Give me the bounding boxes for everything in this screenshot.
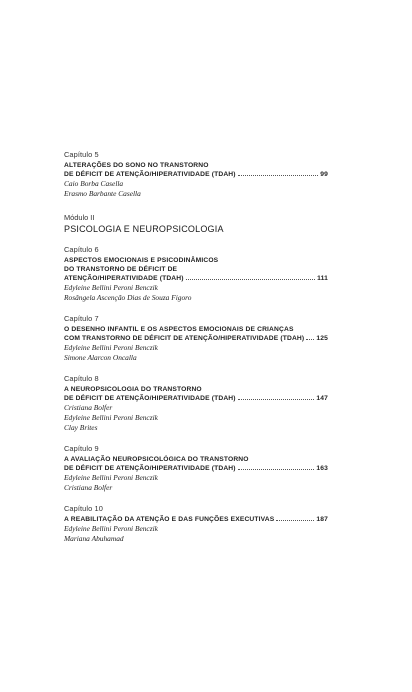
toc-entry[interactable] bbox=[64, 374, 328, 433]
toc-entry[interactable] bbox=[64, 314, 328, 363]
chapter-author: Edyleine Bellini Peroni Benczik bbox=[64, 473, 158, 482]
toc-entry[interactable] bbox=[64, 504, 328, 544]
dot-leader bbox=[186, 279, 315, 280]
toc-entry[interactable] bbox=[64, 150, 328, 199]
page-number: 99 bbox=[320, 171, 328, 178]
chapter-title-last-line bbox=[64, 515, 328, 524]
chapter-title-line: ASPECTOS EMOCIONAIS E PSICODINÂMICOS bbox=[64, 257, 219, 264]
chapter-author: Cristiana Bolfer bbox=[64, 403, 113, 412]
chapter-title-text: COM TRANSTORNO DE DÉFICIT DE ATENÇÃO/HIPERATIVIDADE (TDAH) bbox=[64, 335, 305, 342]
dot-leader bbox=[276, 520, 314, 521]
chapter-label: Capítulo 10 bbox=[64, 504, 103, 513]
page-number: 147 bbox=[316, 395, 328, 402]
chapter-author: Caio Borba Casella bbox=[64, 179, 124, 188]
chapter-author: Erasmo Barbante Casella bbox=[64, 189, 141, 198]
dot-leader bbox=[238, 469, 315, 470]
chapter-title-last-line bbox=[64, 334, 328, 343]
chapter-title-line: A AVALIAÇÃO NEUROPSICOLÓGICA DO TRANSTORNO bbox=[64, 456, 249, 463]
dot-leader bbox=[238, 175, 319, 176]
chapter-title-text: A REABILITAÇÃO DA ATENÇÃO E DAS FUNÇÕES EXECUTIVAS bbox=[64, 516, 275, 523]
toc-section-module-1 bbox=[64, 150, 328, 199]
dot-leader bbox=[238, 399, 315, 400]
chapter-title-text: DE DÉFICIT DE ATENÇÃO/HIPERATIVIDADE (TDAH) bbox=[64, 465, 236, 472]
chapter-author: Mariana Abuhamad bbox=[64, 534, 124, 543]
chapter-author: Cristiana Bolfer bbox=[64, 483, 113, 492]
chapter-title-line: A NEUROPSICOLOGIA DO TRANSTORNO bbox=[64, 386, 202, 393]
chapter-title-last-line bbox=[64, 274, 328, 283]
chapter-title-text: DE DÉFICIT DE ATENÇÃO/HIPERATIVIDADE (TDAH) bbox=[64, 395, 236, 402]
page-number: 187 bbox=[316, 516, 328, 523]
chapter-title-line: O DESENHO INFANTIL E OS ASPECTOS EMOCIONAIS DE CRIANÇAS bbox=[64, 326, 294, 333]
toc-entry[interactable] bbox=[64, 245, 328, 303]
chapter-author: Edyleine Bellini Peroni Benczik bbox=[64, 524, 158, 533]
module-title: PSICOLOGIA E NEUROPSICOLOGIA bbox=[64, 224, 224, 234]
chapter-label: Capítulo 7 bbox=[64, 314, 99, 323]
module-heading bbox=[64, 213, 328, 235]
chapter-title-last-line bbox=[64, 394, 328, 403]
toc-section-module-2 bbox=[64, 245, 328, 544]
chapter-author: Rosângela Ascenção Dias de Souza Figoro bbox=[64, 293, 192, 302]
chapter-author: Edyleine Bellini Peroni Benczik bbox=[64, 413, 158, 422]
dot-leader bbox=[306, 339, 314, 340]
page-number: 125 bbox=[316, 335, 328, 342]
module-label: Módulo II bbox=[64, 213, 95, 222]
chapter-author: Simone Alarcon Oncalla bbox=[64, 353, 137, 362]
chapter-title-line: ALTERAÇÕES DO SONO NO TRANSTORNO bbox=[64, 162, 209, 169]
chapter-title-line: DO TRANSTORNO DE DÉFICIT DE bbox=[64, 266, 178, 273]
chapter-author: Clay Brites bbox=[64, 423, 98, 432]
chapter-label: Capítulo 8 bbox=[64, 374, 99, 383]
chapter-author: Edyleine Bellini Peroni Benczik bbox=[64, 343, 158, 352]
page-number: 163 bbox=[316, 465, 328, 472]
toc-entry[interactable] bbox=[64, 444, 328, 493]
table-of-contents bbox=[64, 150, 328, 555]
chapter-title-text: ATENÇÃO/HIPERATIVIDADE (TDAH) bbox=[64, 275, 184, 282]
chapter-author: Edyleine Bellini Peroni Benczik bbox=[64, 283, 158, 292]
chapter-title-last-line bbox=[64, 464, 328, 473]
chapter-label: Capítulo 6 bbox=[64, 245, 99, 254]
chapter-label: Capítulo 5 bbox=[64, 150, 99, 159]
chapter-title-text: DE DÉFICIT DE ATENÇÃO/HIPERATIVIDADE (TDAH) bbox=[64, 171, 236, 178]
chapter-label: Capítulo 9 bbox=[64, 444, 99, 453]
page-number: 111 bbox=[317, 275, 328, 282]
chapter-title-last-line bbox=[64, 170, 328, 179]
